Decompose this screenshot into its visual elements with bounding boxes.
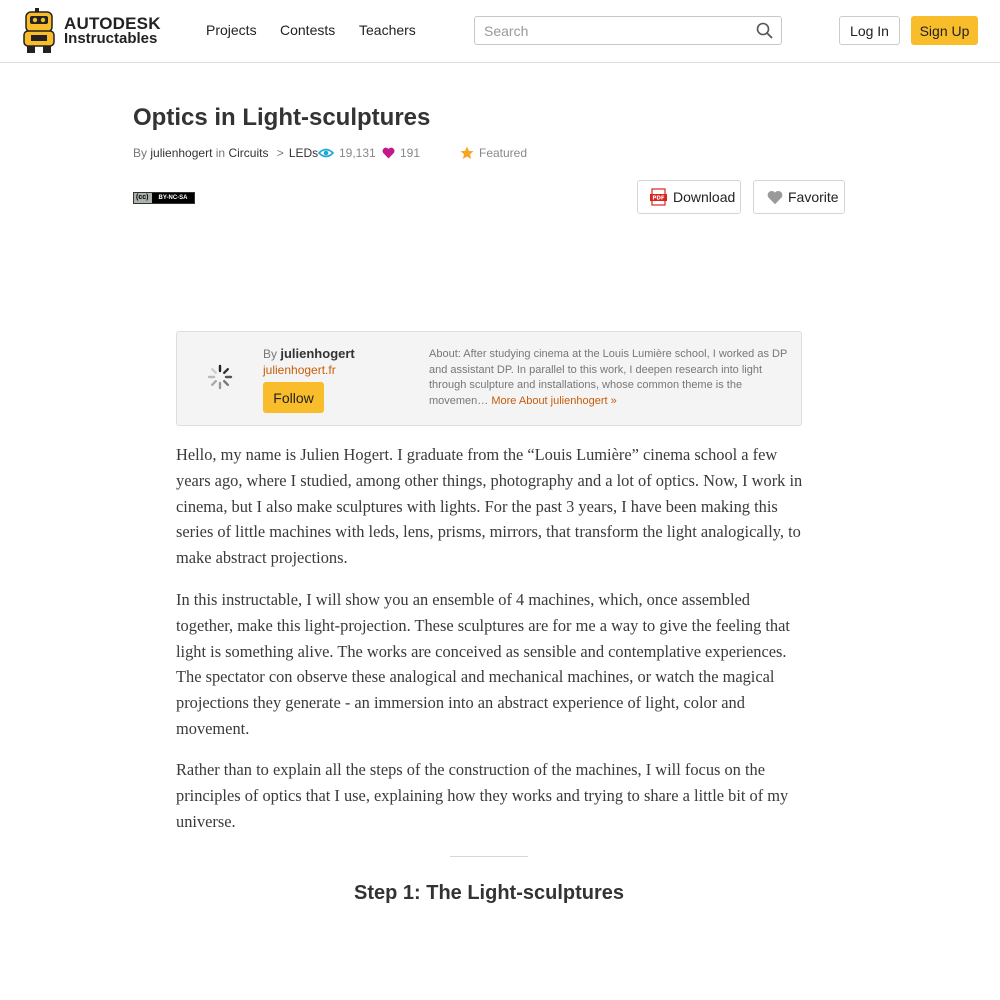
nav-projects[interactable]: Projects — [206, 22, 257, 38]
favorites-stat — [382, 146, 420, 160]
more-about-link[interactable]: More About julienhogert » — [491, 395, 617, 408]
featured-badge — [460, 146, 527, 160]
author-link[interactable]: julienhogert — [150, 146, 213, 160]
intro-paragraph-1: Hello, my name is Julien Hogert. I graduate from the “Louis Lumière” cinema school a few years ago, where I studied, among other things, photography and a lot of optics. Now, I work in cinema, but I also make sculptures with lights. For the past 3 years, I have been making this series of little machines with leds, lens, prisms, mirrors, that transform the light analogically, to make abstract projections. — [176, 445, 803, 568]
instructables-logo[interactable] — [21, 8, 161, 54]
breadcrumb-separator: > — [276, 146, 284, 160]
search-icon[interactable] — [756, 22, 773, 39]
search-input[interactable] — [475, 17, 754, 44]
login-button[interactable]: Log In — [839, 16, 900, 45]
intro-paragraph-3: Rather than to explain all the steps of the construction of the machines, I will focus on the principles of optics that I use, explaining how they works and trying to share a little bit of my universe. — [176, 760, 789, 831]
signup-button[interactable]: Sign Up — [911, 16, 978, 45]
by-label: By — [133, 146, 148, 160]
site-header — [0, 0, 1000, 63]
in-label: in — [215, 146, 226, 160]
project-meta — [133, 146, 318, 160]
author-by-prefix: By — [263, 347, 278, 361]
views-count: 19,131 — [339, 146, 376, 160]
heart-outline-icon — [767, 190, 783, 205]
heart-icon — [382, 147, 395, 159]
author-box — [176, 331, 802, 426]
project-title: Optics in Light-sculptures — [133, 104, 431, 131]
logo-brand-text: AUTODESK — [64, 14, 161, 33]
intro-paragraph-2: In this instructable, I will show you an ensemble of 4 machines, which, once assembled together, make this light-projection. These sculptures are for me a way to give the feeling that light is something alive. The works are conceived as sensible and contemplative experiences. The spectator con observe these analogical and mechanical machines, or watch the magical projections they generate - an immersion into an abstract experience of light, color and movement. — [176, 590, 790, 738]
views-stat — [318, 146, 376, 160]
favorite-button[interactable] — [753, 180, 845, 214]
license-badge[interactable] — [133, 192, 195, 204]
star-icon — [460, 146, 474, 160]
step-title: Step 1: The Light-sculptures — [353, 882, 625, 904]
robot-mascot-icon — [21, 8, 57, 54]
about-text: About: After studying cinema at the Louis Lumière school, I worked as DP and assistant DP. In parallel to this work, I deepen research into light through sculpture and installations, whose common theme is the movemen… — [429, 348, 788, 408]
author-website-link[interactable]: julienhogert.fr — [263, 363, 336, 377]
author-about — [429, 347, 795, 410]
loading-spinner-icon — [207, 364, 233, 390]
category-link[interactable]: Circuits — [228, 146, 269, 160]
license-text: BY-NC-SA — [152, 193, 194, 203]
nav-teachers[interactable]: Teachers — [359, 22, 416, 38]
cc-mark: (cc) — [136, 194, 149, 201]
author-name[interactable]: julienhogert — [280, 346, 355, 361]
nav-contests[interactable]: Contests — [280, 22, 336, 38]
download-label: Download — [673, 189, 736, 205]
svg-text:PDF: PDF — [652, 195, 665, 202]
search-box — [474, 16, 782, 45]
pdf-icon — [650, 188, 668, 206]
download-button[interactable] — [637, 180, 741, 214]
logo-product-text: Instructables — [64, 30, 158, 47]
section-divider — [450, 856, 528, 857]
eye-icon — [318, 148, 334, 158]
subcategory-link[interactable]: LEDs — [288, 146, 319, 160]
author-byline — [263, 346, 355, 361]
favorite-label: Favorite — [788, 189, 839, 205]
featured-label: Featured — [479, 146, 528, 160]
favorites-count: 191 — [400, 146, 421, 160]
follow-button[interactable]: Follow — [263, 382, 324, 413]
